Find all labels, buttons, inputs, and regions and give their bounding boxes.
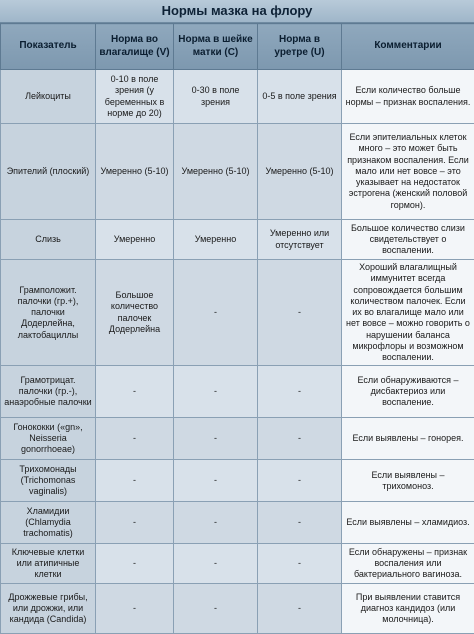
row-urethra-value: - <box>258 544 342 584</box>
row-urethra-value: - <box>258 260 342 366</box>
row-comment: Если выявлены – хламидиоз. <box>342 502 474 544</box>
row-cervix-value: - <box>174 460 258 502</box>
row-vagina-value: Умеренно <box>96 220 174 260</box>
row-urethra-value: - <box>258 366 342 418</box>
row-indicator: Эпителий (плоский) <box>1 124 96 220</box>
row-comment: Если выявлены – трихомоноз. <box>342 460 474 502</box>
row-vagina-value: Умеренно (5-10) <box>96 124 174 220</box>
table-row <box>1 220 474 260</box>
table-title: Нормы мазка на флору <box>0 0 474 23</box>
row-comment: Если количество больше нормы – признак воспаления. <box>342 70 474 124</box>
row-urethra-value: - <box>258 584 342 634</box>
row-cervix-value: - <box>174 260 258 366</box>
row-vagina-value: - <box>96 584 174 634</box>
table-row <box>1 70 474 124</box>
table-row <box>1 584 474 634</box>
row-indicator: Грамотрицат. палочки (гр.-), анаэробные палочки <box>1 366 96 418</box>
row-urethra-value: 0-5 в поле зрения <box>258 70 342 124</box>
header-urethra: Норма в уретре (U) <box>258 24 342 70</box>
row-indicator: Лейкоциты <box>1 70 96 124</box>
row-vagina-value: - <box>96 418 174 460</box>
row-vagina-value: Большое количество палочек Додерлейна <box>96 260 174 366</box>
table-row <box>1 260 474 366</box>
table-row <box>1 124 474 220</box>
row-indicator: Ключевые клетки или атипичные клетки <box>1 544 96 584</box>
row-comment: Если эпителиальных клеток много – это может быть признаком воспаления. Если мало или нет вовсе – это указывает на недостаток эстрогена (женский половой гормон). <box>342 124 474 220</box>
row-indicator: Слизь <box>1 220 96 260</box>
row-urethra-value: Умеренно (5-10) <box>258 124 342 220</box>
table-row <box>1 418 474 460</box>
row-cervix-value: - <box>174 418 258 460</box>
row-vagina-value: - <box>96 502 174 544</box>
header-cervix: Норма в шейке матки (C) <box>174 24 258 70</box>
row-indicator: Трихомонады (Trichomonas vaginalis) <box>1 460 96 502</box>
row-cervix-value: - <box>174 544 258 584</box>
row-indicator: Дрожжевые грибы, или дрожжи, или кандида (Candida) <box>1 584 96 634</box>
row-vagina-value: - <box>96 544 174 584</box>
header-indicator: Показатель <box>1 24 96 70</box>
table-row <box>1 460 474 502</box>
row-cervix-value: Умеренно (5-10) <box>174 124 258 220</box>
header-row <box>1 24 474 70</box>
row-indicator: Грамположит. палочки (гр.+), палочки Додерлейна, лактобациллы <box>1 260 96 366</box>
table-row <box>1 366 474 418</box>
row-comment: Большое количество слизи свидетельствует о воспалении. <box>342 220 474 260</box>
row-comment: Если обнаруживаются – дисбактериоз или воспаление. <box>342 366 474 418</box>
row-cervix-value: - <box>174 366 258 418</box>
row-urethra-value: - <box>258 460 342 502</box>
row-urethra-value: Умеренно или отсутствует <box>258 220 342 260</box>
smear-norms-table <box>0 23 474 634</box>
table-row <box>1 502 474 544</box>
row-cervix-value: - <box>174 502 258 544</box>
table-row <box>1 544 474 584</box>
row-vagina-value: - <box>96 366 174 418</box>
header-comments: Комментарии <box>342 24 474 70</box>
row-comment: Если выявлены – гонорея. <box>342 418 474 460</box>
row-comment: Если обнаружены – признак воспаления или бактериального вагиноза. <box>342 544 474 584</box>
row-comment: Хороший влагалищный иммунитет всегда сопровождается большим количеством палочек. Если их во влагалище мало или нет вовсе – можно говорить о нарушении баланса микрофлоры и возможном воспалении. <box>342 260 474 366</box>
header-vagina: Норма во влагалище (V) <box>96 24 174 70</box>
row-indicator: Хламидии (Chlamydia trachomatis) <box>1 502 96 544</box>
row-cervix-value: - <box>174 584 258 634</box>
row-cervix-value: 0-30 в поле зрения <box>174 70 258 124</box>
row-urethra-value: - <box>258 502 342 544</box>
row-vagina-value: - <box>96 460 174 502</box>
row-urethra-value: - <box>258 418 342 460</box>
row-comment: При выявлении ставится диагноз кандидоз (или молочница). <box>342 584 474 634</box>
row-indicator: Гонококки («gn», Neisseria gonorrhoeae) <box>1 418 96 460</box>
row-vagina-value: 0-10 в поле зрения (у беременных в норме до 20) <box>96 70 174 124</box>
row-cervix-value: Умеренно <box>174 220 258 260</box>
